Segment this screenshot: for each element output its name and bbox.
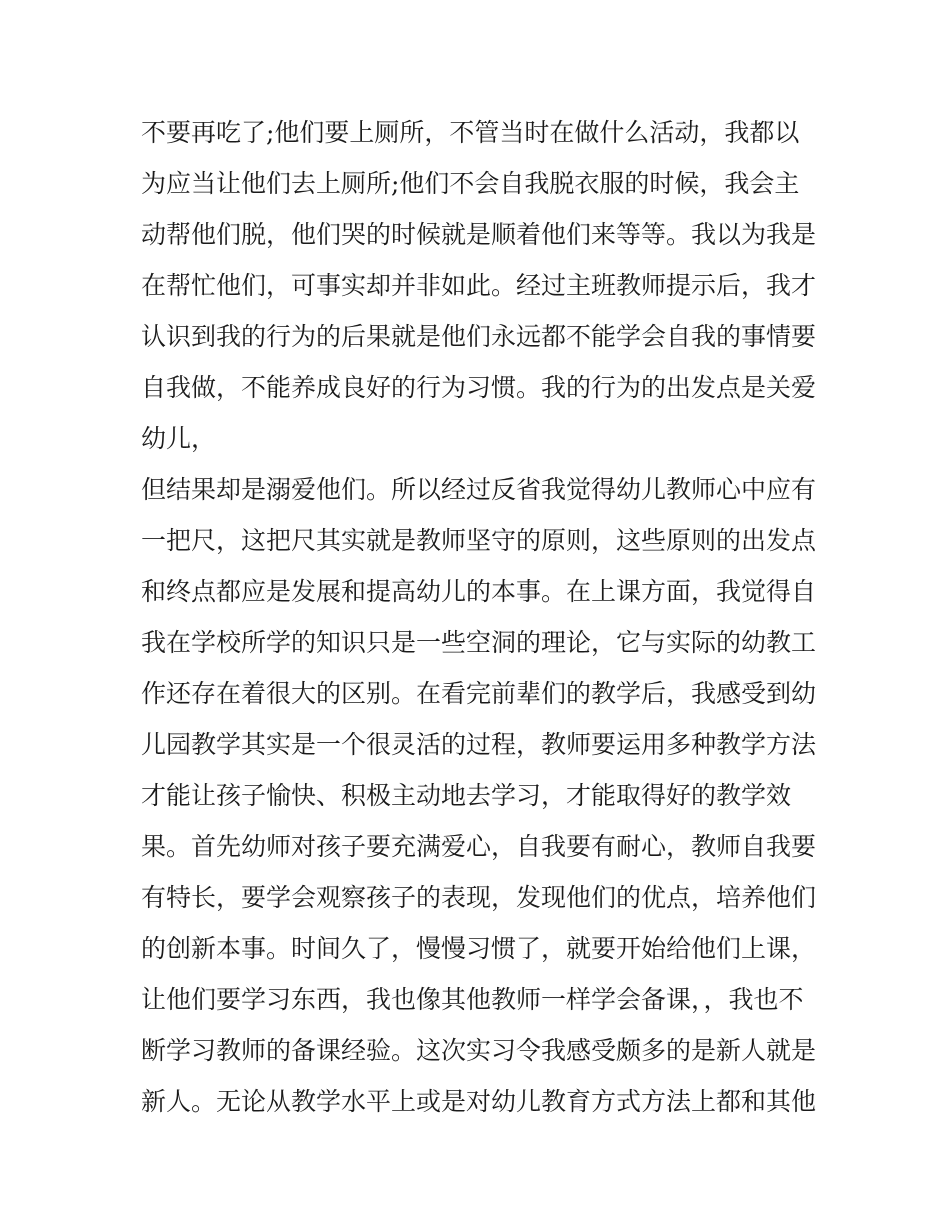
text-line: 认识到我的行为的后果就是他们永远都不能学会自我的事情要 bbox=[141, 322, 817, 351]
text-line: 的创新本事。时间久了，慢慢习惯了，就要开始给他们上课， bbox=[141, 934, 817, 963]
text-line: 动帮他们脱，他们哭的时候就是顺着他们来等等。我以为我是 bbox=[141, 220, 817, 249]
text-line: 新人。无论从教学水平上或是对幼儿教育方式方法上都和其他 bbox=[141, 1087, 817, 1116]
text-line: 断学习教师的备课经验。这次实习令我感受颇多的是新人就是 bbox=[141, 1036, 817, 1065]
text-line: 才能让孩子愉快、积极主动地去学习，才能取得好的教学效 bbox=[141, 781, 792, 810]
text-line: 一把尺，这把尺其实就是教师坚守的原则，这些原则的出发点 bbox=[141, 526, 817, 555]
text-line: 在帮忙他们，可事实却并非如此。经过主班教师提示后，我才 bbox=[141, 271, 817, 300]
text-line: 不要再吃了;他们要上厕所，不管当时在做什么活动，我都以 bbox=[141, 118, 800, 147]
body-text bbox=[141, 107, 821, 1127]
text-line: 有特长，要学会观察孩子的表现，发现他们的优点，培养他们 bbox=[141, 883, 817, 912]
text-line: 和终点都应是发展和提高幼儿的本事。在上课方面，我觉得自 bbox=[141, 577, 817, 606]
text-line: 但结果却是溺爱他们。所以经过反省我觉得幼儿教师心中应有 bbox=[141, 475, 817, 504]
text-line: 让他们要学习东西，我也像其他教师一样学会备课，，我也不 bbox=[141, 985, 804, 1014]
text-line: 我在学校所学的知识只是一些空洞的理论，它与实际的幼教工 bbox=[141, 628, 817, 657]
text-line: 作还存在着很大的区别。在看完前辈们的教学后，我感受到幼 bbox=[141, 679, 817, 708]
text-line: 自我做，不能养成良好的行为习惯。我的行为的出发点是关爱 bbox=[141, 373, 817, 402]
text-line: 为应当让他们去上厕所;他们不会自我脱衣服的时候，我会主 bbox=[141, 169, 800, 198]
text-line: 儿园教学其实是一个很灵活的过程，教师要运用多种教学方法 bbox=[141, 730, 817, 759]
text-line: 果。首先幼师对孩子要充满爱心，自我要有耐心，教师自我要 bbox=[141, 832, 817, 861]
text-line: 幼儿， bbox=[141, 424, 217, 453]
